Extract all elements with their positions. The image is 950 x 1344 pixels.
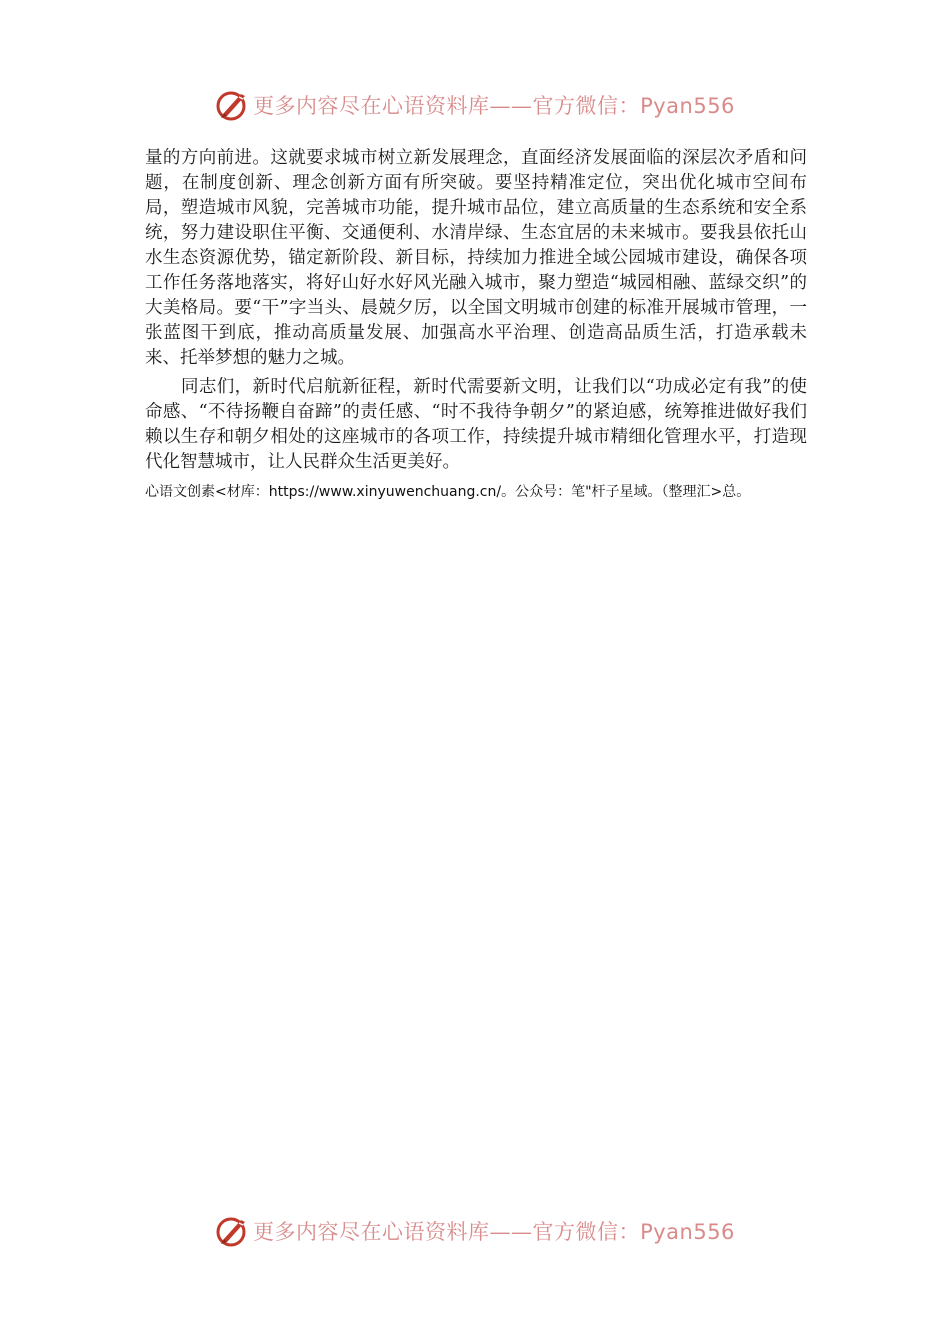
source-note: 心语文创素<材库：https://www.xinyuwenchuang.cn/。公众号：笔"杆子星域。（整理汇>总。 bbox=[145, 484, 751, 500]
paragraph-2: 同志们，新时代启航新征程，新时代需要新文明，让我们以“功成必定有我”的使命感、“不待扬鞭自奋蹄”的责任感、“时不我待争朝夕”的紧迫感，统筹推进做好我们赖以生存和朝夕相处的这座城市的各项工作，持续提升城市精细化管理水平，打造现代化智慧城市，让人民群众生活更美好。 bbox=[145, 377, 807, 472]
document-body bbox=[145, 146, 807, 503]
footer-banner-text: 更多内容尽在心语资料库——官方微信：Pyan556 bbox=[253, 1220, 735, 1244]
footer-banner bbox=[0, 1211, 950, 1251]
header-banner-text: 更多内容尽在心语资料库——官方微信：Pyan556 bbox=[253, 94, 735, 118]
header-banner bbox=[0, 85, 950, 125]
pen-circle-logo-icon bbox=[215, 1214, 249, 1248]
footer-banner-wechat-id: Pyan556 bbox=[640, 1220, 735, 1244]
pen-circle-logo-icon bbox=[215, 88, 249, 122]
paragraph-1: 量的方向前进。这就要求城市树立新发展理念，直面经济发展面临的深层次矛盾和问题，在制度创新、理念创新方面有所突破。要坚持精准定位，突出优化城市空间布局，塑造城市风貌，完善城市功能，提升城市品位，建立高质量的生态系统和安全系统，努力建设职住平衡、交通便利、水清岸绿、生态宜居的未来城市。要我县依托山水生态资源优势，锚定新阶段、新目标，持续加力推进全域公园城市建设，确保各项工作任务落地落实，将好山好水好风光融入城市，聚力塑造“城园相融、蓝绿交织”的大美格局。要“干”字当头、晨兢夕厉，以全国文明城市创建的标准开展城市管理，一张蓝图干到底，推动高质量发展、加强高水平治理、创造高品质生活，打造承载未来、托举梦想的魅力之城。 bbox=[145, 148, 807, 368]
header-banner-wechat-id: Pyan556 bbox=[640, 94, 735, 118]
